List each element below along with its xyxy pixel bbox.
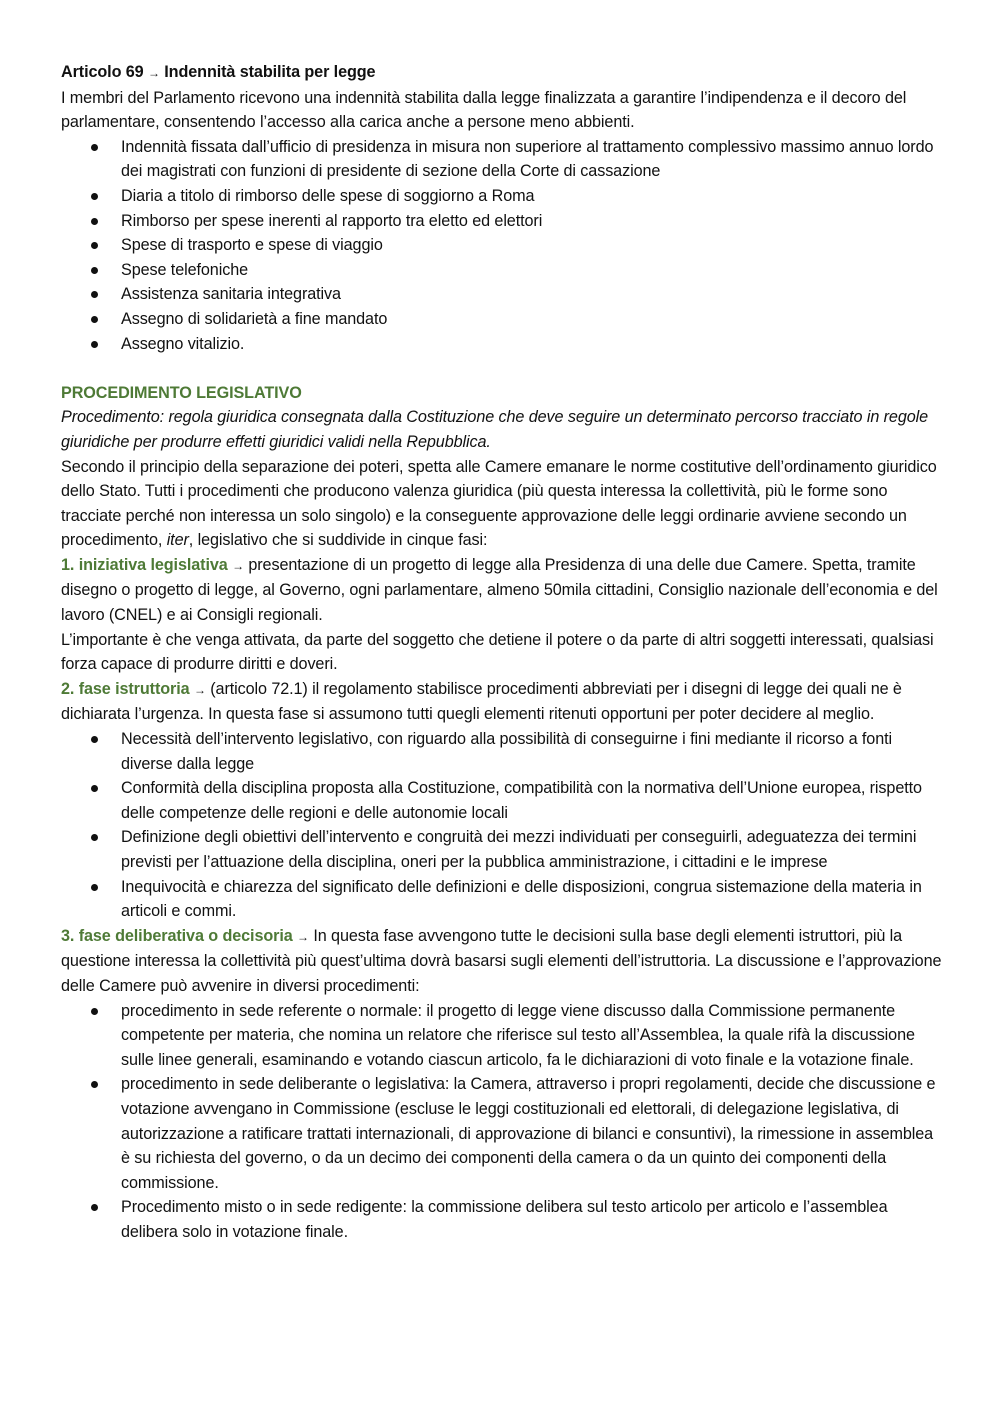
phase-3-list (61, 999, 944, 1245)
definition: Procedimento: regola giuridica consegnata dalla Costituzione che deve seguire un determinato percorso tracciato in regole giuridiche per produrre effetti giuridici validi nella Repubblica. (61, 408, 929, 451)
phase-3-label: 3. fase deliberativa o decisoria (61, 926, 293, 945)
article-title: Indennità stabilita per legge (164, 63, 376, 81)
list-item: Spese di trasporto e spese di viaggio (121, 233, 944, 258)
list-item: Diaria a titolo di rimborso delle spese di soggiorno a Roma (121, 184, 944, 209)
list-item: Inequivocità e chiarezza del significato delle definizioni e delle disposizioni, congrua sistemazione della materia in articoli e commi. (121, 875, 944, 924)
list-item: Assistenza sanitaria integrativa (121, 282, 944, 307)
article-number: Articolo 69 (61, 63, 144, 81)
list-item: Conformità della disciplina proposta alla Costituzione, compatibilità con la normativa dell’Unione europea, rispetto delle competenze delle regioni e delle autonomie locali (121, 776, 944, 825)
phase-2-paragraph (61, 677, 944, 727)
section-heading: PROCEDIMENTO LEGISLATIVO (61, 383, 302, 402)
intro-text-end: , legislativo che si suddivide in cinque fasi: (188, 531, 488, 550)
arrow-icon: → (193, 682, 206, 697)
list-item: procedimento in sede referente o normale: il progetto di legge viene discusso dalla Commissione permanente competente per materia, che nomina un relatore che riferisce sul testo all’Assemblea, la quale rifà la discussione sulle linee generali, esaminando e votando ciascun articolo, fa le dichiarazioni di voto finale e la votazione finale. (121, 999, 944, 1073)
phase-1-text: presentazione di un progetto di legge alla Presidenza di una delle due Camere. Spetta, tramite disegno o progetto di legge, al Governo, ogni parlamentare, almeno 50mila cittadini, Consiglio nazionale dell’economia e del lavoro (CNEL) e ai Consigli regionali. (61, 555, 938, 625)
phase-2-label: 2. fase istruttoria (61, 679, 190, 698)
list-item: Assegno di solidarietà a fine mandato (121, 307, 944, 332)
arrow-icon: → (147, 66, 160, 80)
phase-1-note: L’importante è che venga attivata, da parte del soggetto che detiene il potere o da parte di altri soggetti interessati, qualsiasi forza capace di produrre diritti e doveri. (61, 630, 934, 674)
phase-3-paragraph (61, 924, 944, 999)
article-heading (61, 60, 944, 86)
phase-3-text: In questa fase avvengono tutte le decisioni sulla base degli elementi istruttori, più la questione interessa la collettività più quest’ultima dovrà basarsi sugli elementi dell’istruttoria. La discussione e l’approvazione delle Camere può avvenire in diversi procedimenti: (61, 926, 942, 995)
spacer (61, 356, 944, 381)
list-item: Necessità dell’intervento legislativo, con riguardo alla possibilità di conseguirne i fini mediante il ricorso a fonti diverse dalla legge (121, 727, 944, 776)
list-item: Indennità fissata dall’ufficio di presidenza in misura non superiore al trattamento complessivo massimo annuo lordo dei magistrati con funzioni di presidente di sezione della Corte di cassazione (121, 135, 944, 184)
list-item: procedimento in sede deliberante o legislativa: la Camera, attraverso i propri regolamenti, decide che discussione e votazione avvengano in Commissione (escluse le leggi costituzionali ed elettorali, di delegazione legislativa, di autorizzazione a ratificare trattati internazionali, di approvazione di bilanci e consuntivi), la rimessione in assemblea è su richiesta del governo, o da un decimo dei componenti della camera o da un quinto dei componenti della commissione. (121, 1072, 944, 1195)
iter-word: iter (166, 531, 189, 550)
arrow-icon: → (297, 929, 309, 944)
phase-1-label: 1. iniziativa legislativa (61, 555, 228, 574)
intro-text: Secondo il principio della separazione dei poteri, spetta alle Camere emanare le norme costitutive dell’ordinamento giuridico dello Stato. Tutti i procedimenti che producono valenza giuridica (più questa interessa la collettività, più le forme sono tracciate perché non interessa un solo singolo) e la conseguente approvazione delle leggi ordinarie avviene secondo un procedimento, (61, 457, 937, 550)
phase-1-paragraph (61, 553, 944, 628)
phase-2-text: (articolo 72.1) il regolamento stabilisce procedimenti abbreviati per i disegni di legge dei quali ne è dichiarata l’urgenza. In questa fase si assumono tutti quegli elementi ritenuti opportuni per poter decidere al meglio. (61, 679, 902, 724)
list-item: Procedimento misto o in sede redigente: la commissione delibera sul testo articolo per articolo e l’assemblea delibera solo in votazione finale. (121, 1195, 944, 1244)
list-item: Rimborso per spese inerenti al rapporto tra eletto ed elettori (121, 209, 944, 234)
phase-2-list (61, 727, 944, 924)
list-item: Spese telefoniche (121, 258, 944, 283)
article-intro: I membri del Parlamento ricevono una indennità stabilita dalla legge finalizzata a garantire l’indipendenza e il decoro del parlamentare, consentendo l’accesso alla carica anche a persone meno abbienti. (61, 88, 907, 132)
intro-paragraph (61, 455, 944, 553)
article-list (61, 135, 944, 356)
arrow-icon: → (232, 558, 244, 573)
list-item: Assegno vitalizio. (121, 332, 944, 357)
list-item: Definizione degli obiettivi dell’intervento e congruità dei mezzi individuati per conseguirli, adeguatezza dei termini previsti per l’attuazione della disciplina, oneri per la pubblica amministrazione, i cittadini e le imprese (121, 825, 944, 874)
